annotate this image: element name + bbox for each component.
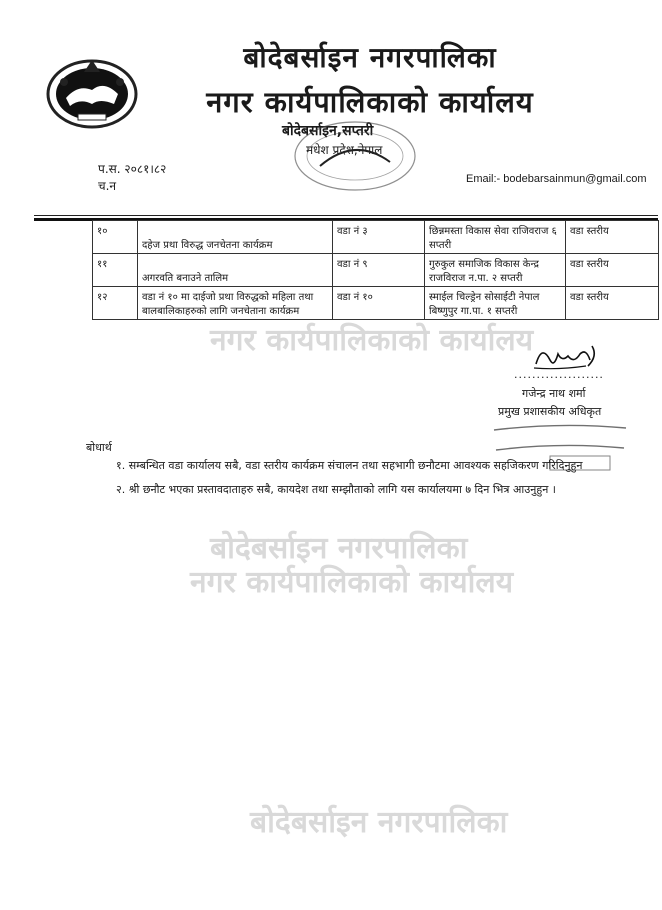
- level-cell: वडा स्तरीय: [566, 221, 659, 254]
- level-cell: वडा स्तरीय: [566, 287, 659, 320]
- reference-number: प.स. २०८१।८२: [98, 162, 167, 176]
- organization-cell: छिन्नमस्ता विकास सेवा राजिवराज ६ सप्तरी: [425, 221, 566, 254]
- organization-cell: गुरुकुल समाजिक विकास केन्द्र राजविराज न.पा. २ सप्तरी: [425, 254, 566, 287]
- signature-line: ....................: [514, 368, 604, 381]
- office-email: Email:- bodebarsainmun@gmail.com: [466, 173, 647, 185]
- dispatch-number: च.न: [98, 179, 117, 193]
- signatory-title: प्रमुख प्रशासकीय अधिकृत: [498, 405, 602, 418]
- note-item: १. सम्बन्धित वडा कार्यालय सबै, वडा स्तरीय कार्यक्रम संचालन तथा सहभागी छनौटमा आवश्यक सहजिकरण गरिदिनुहुन: [116, 459, 583, 472]
- program-cell: वडा नं १० मा दाईजो प्रथा विरुद्धको महिला तथा बालबालिकाहरुको लागि जनचेताना कार्यक्रम: [138, 287, 333, 320]
- level-cell: वडा स्तरीय: [566, 254, 659, 287]
- ward-cell: वडा नं १०: [333, 287, 425, 320]
- note-item: २. श्री छनौट भएका प्रस्तावदाताहरु सबै, कायदेश तथा सम्झौताको लागि यस कार्यालयमा ७ दिन भित्र आउनुहुन ।: [116, 483, 556, 496]
- location-text: बोदेबर्साइन,सप्तरी: [282, 123, 374, 139]
- notes-heading: बोधार्थ: [86, 441, 112, 454]
- org-name-heading: बोदेबर्साइन नगरपालिका: [243, 41, 497, 74]
- organization-cell: स्माईल चिल्ड्रेन सोसाईटी नेपाल बिष्णुपुर गा.पा. १ सप्तरी: [425, 287, 566, 320]
- program-cell: दहेज प्रथा विरुद्ध जनचेतना कार्यक्रम: [138, 221, 333, 254]
- office-name-heading: नगर कार्यपालिकाको कार्यालय: [206, 85, 534, 119]
- serial-cell: ११: [93, 254, 138, 287]
- ward-cell: वडा नं ३: [333, 221, 425, 254]
- serial-cell: १०: [93, 221, 138, 254]
- table-row: [93, 287, 659, 320]
- watermark-line: नगर कार्यपालिकाको कार्यालय: [190, 565, 514, 600]
- header-rule-thin: [34, 215, 658, 216]
- watermark-line: नगर कार्यपालिकाको कार्यालय: [210, 323, 534, 358]
- watermark-line: बोदेबर्साइन नगरपालिका: [210, 531, 468, 566]
- signatory-name: गजेन्द्र नाथ शर्मा: [522, 387, 586, 400]
- watermark-line: बोदेबर्साइन नगरपालिका: [250, 805, 508, 840]
- table-row: [93, 254, 659, 287]
- ward-cell: वडा नं ९: [333, 254, 425, 287]
- serial-cell: १२: [93, 287, 138, 320]
- table-row: [93, 221, 659, 254]
- office-stamp-icon: [290, 116, 420, 196]
- province-text: मधेश प्रदेश,नेपाल: [306, 143, 383, 157]
- nepal-emblem-icon: [44, 54, 140, 130]
- program-table: [92, 220, 659, 320]
- program-cell: अगरवति बनाउने तालिम: [138, 254, 333, 287]
